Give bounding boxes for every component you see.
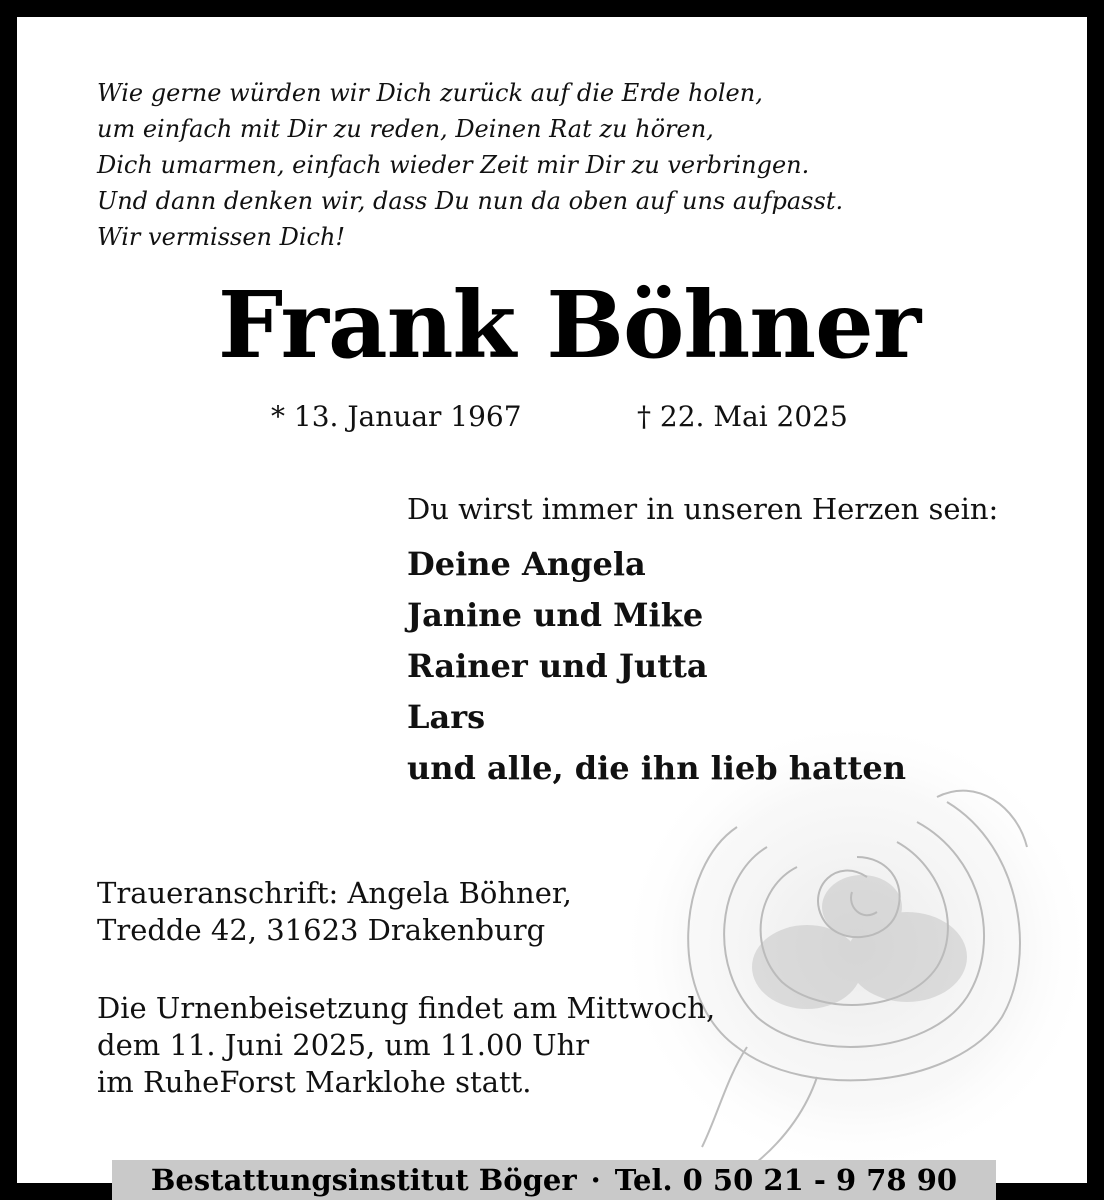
funeral-line: im RuheForst Marklohe statt. bbox=[97, 1065, 532, 1099]
mourner-entry: Deine Angela bbox=[407, 545, 646, 583]
mourning-address bbox=[97, 875, 572, 949]
funeral-line: dem 11. Juni 2025, um 11.00 Uhr bbox=[97, 1028, 590, 1062]
address-line: Traueranschrift: Angela Böhner, bbox=[97, 876, 572, 910]
poem-line: Wie gerne würden wir Dich zurück auf die Erde holen, bbox=[97, 79, 763, 107]
birth-date: * 13. Januar 1967 bbox=[271, 400, 522, 433]
death-date: † 22. Mai 2025 bbox=[637, 400, 848, 433]
mourner-entry: und alle, die ihn lieb hatten bbox=[407, 749, 906, 787]
poem-line: um einfach mit Dir zu reden, Deinen Rat zu hören, bbox=[97, 115, 714, 143]
funeral-info bbox=[97, 990, 715, 1101]
mourner-entry: Janine und Mike bbox=[407, 596, 704, 634]
mourners-intro: Du wirst immer in unseren Herzen sein: bbox=[407, 492, 999, 526]
address-line: Tredde 42, 31623 Drakenburg bbox=[97, 913, 546, 947]
mourner-entry: Rainer und Jutta bbox=[407, 647, 708, 685]
funeral-line: Die Urnenbeisetzung findet am Mittwoch, bbox=[97, 991, 716, 1025]
poem-line: Wir vermissen Dich! bbox=[97, 223, 346, 251]
memorial-poem bbox=[97, 75, 843, 255]
footer-separator: · bbox=[590, 1163, 601, 1197]
funeral-home-footer bbox=[112, 1160, 996, 1200]
mourners-list bbox=[407, 539, 906, 794]
deceased-name: Frank Böhner bbox=[217, 271, 921, 379]
mourner-entry: Lars bbox=[407, 698, 486, 736]
funeral-home-phone: Tel. 0 50 21 - 9 78 90 bbox=[614, 1163, 958, 1197]
poem-line: Und dann denken wir, dass Du nun da oben auf uns aufpasst. bbox=[97, 187, 844, 215]
funeral-home-name: Bestattungsinstitut Böger bbox=[150, 1163, 577, 1197]
poem-line: Dich umarmen, einfach wieder Zeit mir Dir zu verbringen. bbox=[97, 151, 810, 179]
